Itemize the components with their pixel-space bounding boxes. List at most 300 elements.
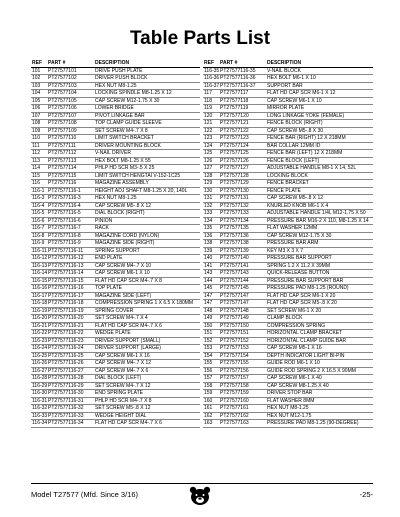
table-row <box>31 90 200 98</box>
ref-header: REF <box>31 60 47 67</box>
part-number-cell: PT27577106 <box>47 105 94 113</box>
table-row <box>203 405 373 413</box>
table-row <box>203 337 373 345</box>
ref-cell: 160 <box>203 397 219 405</box>
description-cell: BAR COLLAR 12MM ID <box>266 142 373 150</box>
description-cell: PRESSURE BAR M16-2 X 110, M8-1.25 X 14 <box>266 217 373 225</box>
table-row <box>203 67 373 75</box>
description-cell: MAGAZINE SIDE (RIGHT) <box>94 240 200 248</box>
ref-header: REF <box>203 60 219 67</box>
description-cell: HEX NUT M8-1.25 <box>266 405 373 413</box>
part-number-cell: PT27577113 <box>47 157 94 165</box>
description-cell: DRIVER SUPPORT (LARGE) <box>94 345 200 353</box>
part-number-cell: PT27577116-20 <box>47 315 94 323</box>
part-number-cell: PT27577125 <box>219 150 266 158</box>
table-row <box>31 270 200 278</box>
description-cell: HEIGHT ADJ SHAFT M8-1.25 X 20, 140L <box>94 187 200 195</box>
ref-cell: 116-16 <box>32 285 47 291</box>
ref-cell: 140 <box>203 255 219 263</box>
description-cell: END PLATE <box>94 255 200 263</box>
ref-cell: 128 <box>203 172 219 180</box>
description-cell: SET SCREW M6-1 X 20 <box>266 307 373 315</box>
description-cell: CAP SCREW M4-.7 X 10 <box>94 262 200 270</box>
part-number-cell: PT27577149 <box>219 315 266 323</box>
table-row <box>203 255 373 263</box>
ref-cell: 105 <box>31 97 47 105</box>
description-cell: PRESSURE PAD M8-1.25 (90-DEGREE) <box>266 420 373 428</box>
part-number-cell: PT27577123 <box>219 135 266 143</box>
table-row <box>31 187 200 195</box>
part-number-cell: PT27577132 <box>219 202 266 210</box>
table-row <box>31 247 200 255</box>
description-cell: LIMIT SWITCH HENGTAI V-152-1C25 <box>94 172 200 180</box>
table-row <box>31 322 200 330</box>
part-number-cell: PT27577163 <box>219 420 266 428</box>
part-number-cell: PT27577140 <box>219 255 266 263</box>
table-row <box>203 367 373 375</box>
part-number-cell: PT27577116-5 <box>47 210 94 218</box>
description-cell: FLAT WASHER 12MM <box>266 225 373 233</box>
description-cell: LIMIT SWITCH BRACKET <box>94 135 200 143</box>
ref-cell: 135 <box>203 225 219 233</box>
part-number-cell: PT27577116-4 <box>47 202 94 210</box>
table-row <box>203 390 373 398</box>
description-cell: FLAT HD CAP SCR M6-1 X 12 <box>266 90 373 98</box>
description-cell: TOP PLATE <box>94 285 200 293</box>
table-row <box>203 270 373 278</box>
table-row <box>31 217 200 225</box>
description-cell: GUIDE ROD SPRING 2 X 16.5 X 90MM <box>266 367 373 375</box>
ref-cell: 116-28 <box>32 375 47 381</box>
ref-cell: 162 <box>203 412 219 420</box>
description-cell: SPRING COVER <box>94 307 200 315</box>
table-row <box>203 180 373 188</box>
page-number: -25- <box>359 490 373 499</box>
part-number-cell: PT27577116-18 <box>47 300 94 308</box>
description-cell: FLAT WASHER 8MM <box>266 397 373 405</box>
description-cell: SET SCREW M4-.7 X 12 <box>94 382 200 390</box>
description-cell: COMPRESSION SPRING <box>266 322 373 330</box>
part-number-cell: PT27577116-7 <box>47 225 94 233</box>
ref-cell: 116 <box>31 180 47 188</box>
ref-cell: 116-37 <box>204 82 219 89</box>
part-number-cell: PT27577144 <box>219 277 266 285</box>
part-number-cell: PT27577108 <box>47 120 94 128</box>
part-number-cell: PT27577148 <box>219 307 266 315</box>
ref-cell: 122 <box>203 127 219 135</box>
ref-cell: 116-11 <box>32 247 47 254</box>
ref-cell: 132 <box>203 202 219 210</box>
ref-cell: 107 <box>31 112 47 120</box>
table-row <box>31 142 200 150</box>
ref-cell: 149 <box>203 315 219 323</box>
part-number-cell: PT27577145 <box>219 285 266 293</box>
table-row <box>31 315 200 323</box>
part-number-cell: PT27577154 <box>219 352 266 360</box>
part-number-cell: PT27577141 <box>219 262 266 270</box>
description-cell: PRESSURE BAR ARM <box>266 240 373 248</box>
table-row <box>31 120 200 128</box>
part-number-cell: PT27577105 <box>47 97 94 105</box>
table-row <box>203 322 373 330</box>
description-cell: CAP SCREW M4-.7 X 6 <box>94 367 200 375</box>
table-row <box>31 277 200 285</box>
table-row <box>203 247 373 255</box>
description-cell: DEPTH INDICATOR LIGHT BI-PIN <box>266 352 373 360</box>
ref-cell: 121 <box>203 120 219 128</box>
ref-cell: 116-29 <box>32 382 47 389</box>
ref-cell: 116-12 <box>32 255 47 261</box>
ref-cell: 143 <box>203 270 219 278</box>
part-number-cell: PT27577143 <box>219 270 266 278</box>
table-row <box>31 382 200 390</box>
ref-cell: 126 <box>203 157 219 165</box>
description-cell: HEX BOLT M6-1 X 10 <box>266 75 373 83</box>
ref-cell: 106 <box>31 105 47 113</box>
ref-cell: 116-34 <box>32 420 47 426</box>
part-number-cell: PT27577116-26 <box>47 360 94 368</box>
part-number-cell: PT27577162 <box>219 412 266 420</box>
part-number-cell: PT27577116-14 <box>47 270 94 278</box>
description-cell: HORIZONTAL CLAMP BRACKET <box>266 330 373 338</box>
ref-cell: 134 <box>203 217 219 225</box>
table-row <box>31 240 200 248</box>
description-cell: DRIVER SUPPORT (SMALL) <box>94 337 200 345</box>
part-number-cell: PT27577136 <box>219 232 266 240</box>
table-row <box>31 360 200 368</box>
ref-cell: 141 <box>203 262 219 270</box>
ref-cell: 157 <box>203 375 219 383</box>
ref-cell: 154 <box>203 352 219 360</box>
description-cell: MIRROR PLATE <box>266 105 373 113</box>
part-number-cell: PT27577116-27 <box>47 367 94 375</box>
table-row <box>31 420 200 428</box>
description-cell: ADJUSTABLE HANDLE 1/4L M12-1.75 X 50 <box>266 210 373 218</box>
table-row <box>31 337 200 345</box>
ref-cell: 153 <box>203 345 219 353</box>
ref-cell: 116-14 <box>32 270 47 276</box>
table-row <box>203 232 373 240</box>
table-row <box>31 262 200 270</box>
description-cell: MAGAZINE CORD (NYLON) <box>94 232 200 240</box>
parts-table-body <box>203 67 373 427</box>
table-row <box>203 360 373 368</box>
part-number-cell: PT27577127 <box>219 165 266 173</box>
part-number-cell: PT27577116-23 <box>47 337 94 345</box>
part-number-cell: PT27577159 <box>219 390 266 398</box>
description-cell: DRIVER PUSH BLOCK <box>94 75 200 83</box>
table-row <box>31 195 200 203</box>
ref-cell: 116-23 <box>32 337 47 344</box>
part-number-cell: PT27577151 <box>219 330 266 338</box>
description-cell: LOCKING SPINDLE M8-1.25 X 12 <box>94 90 200 98</box>
description-cell: SET SCREW M5-.8 X 12 <box>94 405 200 413</box>
part-number-header: PART # <box>219 60 266 67</box>
description-cell: CAP SCREW M6-1 X 16 <box>94 352 200 360</box>
part-number-cell: PT27577116-1 <box>47 187 94 195</box>
ref-cell: 151 <box>203 330 219 338</box>
ref-cell: 124 <box>203 142 219 150</box>
ref-cell: 111 <box>31 142 47 150</box>
part-number-cell: PT27577116-34 <box>47 420 94 428</box>
description-cell: ADJUSTABLE HANDLE M8-1 X 14, 52L <box>266 165 373 173</box>
ref-cell: 130 <box>203 187 219 195</box>
description-cell: WEDGE PLATE <box>94 330 200 338</box>
ref-cell: 113 <box>31 157 47 165</box>
footer-divider <box>31 483 373 484</box>
ref-cell: 127 <box>203 165 219 173</box>
ref-cell: 116-19 <box>32 307 47 314</box>
ref-cell: 117 <box>203 90 219 98</box>
part-number-cell: PT27577126 <box>219 157 266 165</box>
part-number-cell: PT27577116-11 <box>47 247 94 255</box>
table-row <box>31 412 200 420</box>
table-row <box>31 105 200 113</box>
part-number-cell: PT27577116-31 <box>47 397 94 405</box>
table-row <box>203 225 373 233</box>
table-header-row <box>203 60 373 67</box>
ref-cell: 116-15 <box>32 277 47 284</box>
ref-cell: 109 <box>31 127 47 135</box>
ref-cell: 116-18 <box>32 300 47 306</box>
ref-cell: 116-8 <box>31 232 47 240</box>
part-number-cell: PT27577116-29 <box>47 382 94 390</box>
part-number-cell: PT27577156 <box>219 367 266 375</box>
table-row <box>203 330 373 338</box>
part-number-cell: PT27577111 <box>47 142 94 150</box>
ref-cell: 125 <box>203 150 219 158</box>
description-cell: FENCE BLOCK (LEFT) <box>266 157 373 165</box>
table-row <box>31 345 200 353</box>
part-number-cell: PT27577116-36 <box>219 75 266 83</box>
ref-cell: 112 <box>31 150 47 158</box>
part-number-cell: PT27577116-30 <box>47 390 94 398</box>
table-row <box>203 202 373 210</box>
part-number-cell: PT27577150 <box>219 322 266 330</box>
description-cell: HEX NUT M8-1.25 <box>94 195 200 203</box>
part-number-cell: PT27577120 <box>219 112 266 120</box>
ref-cell: 116-26 <box>32 360 47 366</box>
table-row <box>203 412 373 420</box>
ref-cell: 116-25 <box>32 352 47 359</box>
ref-cell: 101 <box>31 67 47 75</box>
ref-cell: 114 <box>31 165 47 173</box>
ref-cell: 133 <box>203 210 219 218</box>
ref-cell: 116-1 <box>31 187 47 195</box>
part-number-cell: PT27577116-6 <box>47 217 94 225</box>
part-number-cell: PT27577114 <box>47 165 94 173</box>
ref-cell: 115 <box>31 172 47 180</box>
part-number-cell: PT27577112 <box>47 150 94 158</box>
description-cell: SET SCREW M4-.7 X 4 <box>94 315 200 323</box>
part-number-cell: PT27577116-28 <box>47 375 94 383</box>
table-row <box>31 180 200 188</box>
table-row <box>203 195 373 203</box>
table-row <box>203 262 373 270</box>
part-number-cell: PT27577155 <box>219 360 266 368</box>
model-label: Model T27577 (Mfd. Since 3/16) <box>31 490 139 499</box>
part-number-header: PART # <box>47 60 94 67</box>
description-cell: COMPRESSION SPRING 1 X 6.5 X 180MM <box>94 300 200 308</box>
description-cell: FENCE PLATE <box>266 187 373 195</box>
description-cell: KNURLED KNOB M6-1 X 4 <box>266 202 373 210</box>
part-number-cell: PT27577116-8 <box>47 232 94 240</box>
table-row <box>203 352 373 360</box>
ref-cell: 147 <box>203 292 219 300</box>
table-row <box>31 135 200 143</box>
description-cell: DIAL BLOCK (LEFT) <box>94 375 200 383</box>
part-number-cell: PT27577103 <box>47 82 94 90</box>
description-cell: FENCE BRACKET <box>266 180 373 188</box>
description-cell: SUPPORT BAR <box>266 82 373 90</box>
parts-table-body <box>31 67 200 427</box>
table-row <box>203 300 373 308</box>
ref-cell: 116-24 <box>32 345 47 351</box>
table-row <box>31 82 200 90</box>
part-number-cell: PT27577119 <box>219 105 266 113</box>
ref-cell: 118 <box>203 97 219 105</box>
parts-table-left <box>31 60 200 428</box>
table-row <box>203 217 373 225</box>
description-cell: CLAMP BLOCK <box>266 315 373 323</box>
part-number-cell: PT27577116-3 <box>47 195 94 203</box>
ref-cell: 116-27 <box>32 367 47 374</box>
part-number-cell: PT27577116-35 <box>219 67 266 75</box>
ref-cell: 116-4 <box>31 202 47 210</box>
part-number-cell: PT27577115 <box>47 172 94 180</box>
table-row <box>203 292 373 300</box>
ref-cell: 155 <box>203 360 219 368</box>
ref-cell: 116-30 <box>32 390 47 396</box>
table-row <box>203 75 373 83</box>
table-row <box>31 210 200 218</box>
description-cell: QUICK-RELEASE BUTTON <box>266 270 373 278</box>
part-number-cell: PT27577116-21 <box>47 322 94 330</box>
ref-cell: 148 <box>203 307 219 315</box>
ref-cell: 152 <box>203 337 219 345</box>
table-row <box>31 397 200 405</box>
description-cell: WEDGE HEIGHT DIAL <box>94 412 200 420</box>
description-cell: PRESSURE BAR SUPPORT <box>266 255 373 263</box>
part-number-cell: PT27577128 <box>219 172 266 180</box>
table-row <box>203 240 373 248</box>
table-row <box>31 307 200 315</box>
ref-cell: 145 <box>203 285 219 293</box>
ref-cell: 116-33 <box>32 412 47 419</box>
ref-cell: 116-31 <box>32 397 47 404</box>
part-number-cell: PT27577109 <box>47 127 94 135</box>
ref-cell: 158 <box>203 382 219 390</box>
part-number-cell: PT27577160 <box>219 397 266 405</box>
ref-cell: 116-32 <box>32 405 47 411</box>
part-number-cell: PT27577161 <box>219 405 266 413</box>
description-cell: SPRING 1.2 X 11.2 X 39MM <box>266 262 373 270</box>
ref-cell: 120 <box>203 112 219 120</box>
table-row <box>203 397 373 405</box>
ref-cell: 116-35 <box>204 67 219 74</box>
description-cell: DRIVE PUSH PLATE <box>94 67 200 75</box>
table-row <box>203 172 373 180</box>
table-row <box>203 285 373 293</box>
description-cell: HEX NUT M12-1.75 <box>266 412 373 420</box>
table-row <box>203 277 373 285</box>
ref-cell: 116-13 <box>32 262 47 269</box>
part-number-cell: PT27577102 <box>47 75 94 83</box>
description-cell: FLAT HD CAP SCR M4-.7 X 6 <box>94 322 200 330</box>
description-cell: CAP SCREW M6-1 X 10 <box>94 270 200 278</box>
part-number-cell: PT27577116-24 <box>47 345 94 353</box>
table-row <box>31 232 200 240</box>
part-number-cell: PT27577116 <box>47 180 94 188</box>
description-cell: FLAT HD CAP SCR M4-.7 X 8 <box>94 277 200 285</box>
part-number-cell: PT27577116-13 <box>47 262 94 270</box>
description-cell: HEX BOLT M8-1.25 X 55 <box>94 157 200 165</box>
ref-cell: 116-3 <box>31 195 47 203</box>
table-row <box>203 375 373 383</box>
description-cell: PIVOT LINKAGE BAR <box>94 112 200 120</box>
part-number-cell: PT27577118 <box>219 97 266 105</box>
ref-cell: 104 <box>31 90 47 98</box>
description-cell: CAP SCREW M4-.7 X 12 <box>94 360 200 368</box>
description-cell: CAP SCREW M8-1.25 X 40 <box>266 382 373 390</box>
table-row <box>203 82 373 90</box>
table-row <box>203 120 373 128</box>
ref-cell: 108 <box>31 120 47 128</box>
part-number-cell: PT27577133 <box>219 210 266 218</box>
description-cell: DRIVER MOUNTING BLOCK <box>94 142 200 150</box>
table-row <box>31 150 200 158</box>
part-number-cell: PT27577104 <box>47 90 94 98</box>
part-number-cell: PT27577116-32 <box>47 405 94 413</box>
table-row <box>31 112 200 120</box>
table-row <box>31 165 200 173</box>
description-cell: SPRING SUPPORT <box>94 247 200 255</box>
part-number-cell: PT27577147 <box>219 300 266 308</box>
description-cell: LONG LINKAGE YOKE (FEMALE) <box>266 112 373 120</box>
part-number-cell: PT27577116-25 <box>47 352 94 360</box>
part-number-cell: PT27577147 <box>219 292 266 300</box>
description-cell: PRESSURE PAD M8-1.25 (ROUND) <box>266 285 373 293</box>
ref-cell: 103 <box>31 82 47 90</box>
table-row <box>31 292 200 300</box>
part-number-cell: PT27577117 <box>219 90 266 98</box>
description-cell: KEY M3 X 3 X 7 <box>266 247 373 255</box>
description-cell: V-NAIL BLOCK <box>266 67 373 75</box>
table-row <box>31 127 200 135</box>
ref-cell: 139 <box>203 247 219 255</box>
page-title: Table Parts List <box>129 28 271 49</box>
ref-cell: 116-6 <box>31 217 47 225</box>
part-number-cell: PT27577130 <box>219 187 266 195</box>
ref-cell: 156 <box>203 367 219 375</box>
description-cell: CAP SCREW M5-.8 X 12 <box>266 195 373 203</box>
ref-cell: 102 <box>31 75 47 83</box>
table-row <box>203 150 373 158</box>
part-number-cell: PT27577131 <box>219 195 266 203</box>
table-row <box>31 300 200 308</box>
ref-cell: 144 <box>203 277 219 285</box>
table-row <box>31 405 200 413</box>
description-cell: FLAT HD CAP SCR M4-.7 X 6 <box>94 420 200 428</box>
table-row <box>203 187 373 195</box>
description-cell: HORIZONTAL CLAMP GUIDE BAR <box>266 337 373 345</box>
ref-cell: 150 <box>203 322 219 330</box>
description-cell: CAP SCREW M6-1 X 40 <box>266 375 373 383</box>
table-row <box>31 255 200 263</box>
description-cell: CAP SCREW M5-.8 X 30 <box>266 127 373 135</box>
description-cell: PHLP HD SCR M3-.5 X 25 <box>94 165 200 173</box>
ref-cell: 116-5 <box>31 210 47 218</box>
